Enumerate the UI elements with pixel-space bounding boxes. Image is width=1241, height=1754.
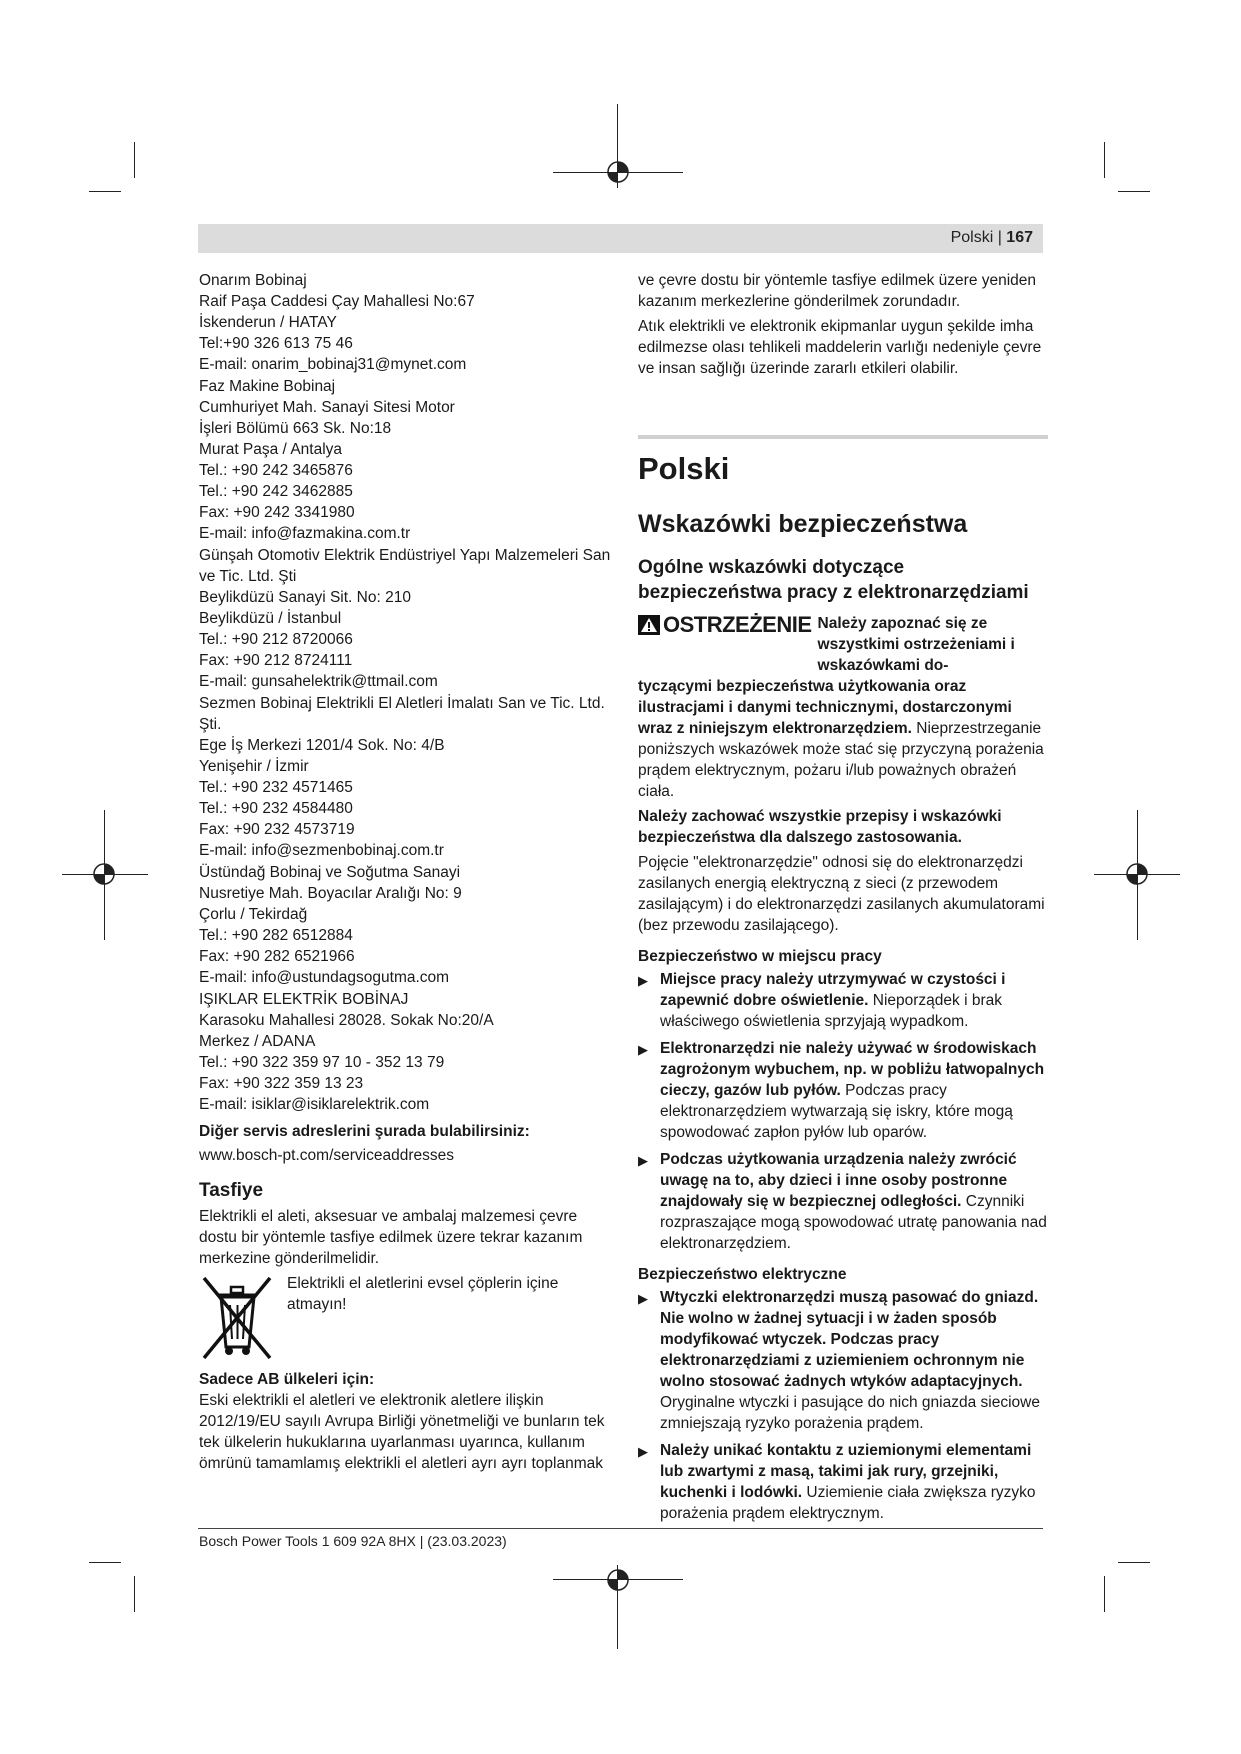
electrical-heading: Bezpieczeństwo elektryczne	[638, 1266, 847, 1283]
address-line: Merkez / ADANA	[199, 1033, 316, 1050]
keep-notes-text: Należy zachować wszystkie przepisy i wskazówki bezpieczeństwa dla dalszego zastosowania.	[638, 808, 1002, 846]
language-heading: Polski	[638, 451, 730, 486]
registration-bottom	[553, 1565, 683, 1649]
ab-text: Eski elektrikli el aletleri ve elektronik aletlere ilişkin 2012/19/EU sayılı Avrupa Birliği yönetmeliği ve bunların tek tek ülkelerin hukuklarına uyarlanması uyarınca, kullanım ömrünü tamamlamış elektrikli el aletleri ayrı ayrı toplanmak	[199, 1392, 605, 1472]
crop-mark	[134, 142, 135, 178]
header-label: Polski | 167	[950, 229, 1033, 246]
address-line: IŞIKLAR ELEKTRİK BOBİNAJ	[199, 991, 409, 1008]
address-line: Tel:+90 326 613 75 46	[199, 335, 353, 352]
address-line: İşleri Bölümü 663 Sk. No:18	[199, 420, 392, 437]
address-line: Üstündağ Bobinaj ve Soğutma Sanayi	[199, 864, 461, 881]
bullet-normal-text: Nieporządek i brak właściwego oświetlenia sprzyjają wypadkom.	[660, 992, 1002, 1030]
footer-rule	[198, 1528, 1043, 1529]
service-address-list	[199, 270, 609, 1115]
address-line: Tel.: +90 232 4571465	[199, 779, 353, 796]
address-line: Karasoku Mahallesi 28028. Sokak No:20/A	[199, 1012, 494, 1029]
tasfiye-heading: Tasfiye	[199, 1180, 264, 1201]
address-line: Çorlu / Tekirdağ	[199, 906, 308, 923]
address-line: Sezmen Bobinaj Elektrikli El Aletleri İmalatı San ve Tic. Ltd.	[199, 695, 605, 712]
page-header	[198, 224, 1043, 253]
service-address	[199, 545, 609, 692]
address-line: Cumhuriyet Mah. Sanayi Sitesi Motor	[199, 399, 455, 416]
electrical-bullets	[638, 1287, 1048, 1524]
service-address	[199, 989, 609, 1115]
bullet-arrow-icon: ▶	[638, 1444, 648, 1459]
other-services-heading: Diğer servis adreslerini şurada bulabilirsiniz:	[199, 1123, 530, 1140]
address-line: Yenişehir / İzmir	[199, 758, 309, 775]
bullet-bold-text: Podczas użytkowania urządzenia należy zwrócić uwagę na to, aby dzieci i inne osoby postronne znajdowały się w bezpiecznej odległości.	[660, 1151, 1017, 1210]
registration-target-icon	[605, 159, 631, 185]
address-line: Ege İş Merkezi 1201/4 Sok. No: 4/B	[199, 737, 445, 754]
page-number: 167	[1006, 229, 1033, 246]
ab-heading: Sadece AB ülkeleri için:	[199, 1371, 375, 1388]
left-column	[199, 270, 609, 1478]
address-line: Beylikdüzü / İstanbul	[199, 610, 342, 627]
address-line: Tel.: +90 242 3462885	[199, 483, 353, 500]
address-line: Tel.: +90 212 8720066	[199, 631, 353, 648]
service-address	[199, 270, 609, 375]
crop-mark	[1118, 191, 1150, 192]
bullet-item	[638, 969, 1048, 1032]
crop-mark	[89, 1562, 121, 1563]
tasfiye-text: Elektrikli el aleti, aksesuar ve ambalaj malzemesi çevre dostu bir yöntemle tasfiye edilmek üzere tekrar kazanım merkezine gönderilmelidir.	[199, 1208, 583, 1267]
weee-text: Elektrikli el aletlerini evsel çöplerin içine atmayın!	[287, 1275, 559, 1313]
address-line: Tel.: +90 242 3465876	[199, 462, 353, 479]
registration-top	[553, 104, 683, 188]
safety-heading: Wskazówki bezpieczeństwa	[638, 510, 968, 538]
bullet-bold-text: Miejsce pracy należy utrzymywać w czystości i zapewnić dobre oświetlenie.	[660, 971, 1006, 1009]
service-address	[199, 376, 609, 544]
registration-target-icon	[91, 861, 117, 887]
weee-block	[199, 1273, 609, 1365]
address-line[interactable]: E-mail: info@fazmakina.com.tr	[199, 525, 411, 542]
warning-label: OSTRZEŻENIE	[638, 613, 812, 637]
disposal-continued-text: ve çevre dostu bir yöntemle tasfiye edilmek üzere yeniden kazanım merkezlerine gönderilmek zorundadır.	[638, 272, 1037, 310]
address-line: Raif Paşa Caddesi Çay Mahallesi No:67	[199, 293, 475, 310]
address-line[interactable]: E-mail: info@ustundagsogutma.com	[199, 969, 450, 986]
service-address	[199, 693, 609, 861]
bullet-item	[638, 1287, 1048, 1434]
general-safety-heading: Ogólne wskazówki dotyczące bezpieczeństwa pracy z elektronarzędziami	[638, 557, 1029, 603]
address-line[interactable]: E-mail: gunsahelektrik@ttmail.com	[199, 673, 438, 690]
address-line: Beylikdüzü Sanayi Sit. No: 210	[199, 589, 411, 606]
bullet-item	[638, 1149, 1048, 1254]
address-line: Onarım Bobinaj	[199, 272, 307, 289]
footer-text: Bosch Power Tools 1 609 92A 8HX | (23.03.2023)	[199, 1533, 507, 1549]
registration-right	[1094, 810, 1180, 940]
address-line[interactable]: E-mail: info@sezmenbobinaj.com.tr	[199, 842, 444, 859]
disposal-hazard-text: Atık elektrikli ve elektronik ekipmanlar uygun şekilde imha edilmezse olası tehlikeli maddelerin varlığı nedeniyle çevre ve insan sağlığı üzerinde zararlı etkileri olabilir.	[638, 318, 1042, 377]
header-language: Polski	[950, 229, 994, 246]
right-column	[638, 270, 1048, 1530]
bullet-arrow-icon: ▶	[638, 1153, 648, 1168]
address-line: Fax: +90 242 3341980	[199, 504, 355, 521]
address-line: Murat Paşa / Antalya	[199, 441, 343, 458]
address-line: Tel.: +90 322 359 97 10 - 352 13 79	[199, 1054, 445, 1071]
address-line: Faz Makine Bobinaj	[199, 378, 336, 395]
warning-block	[638, 613, 1048, 802]
address-line: İskenderun / HATAY	[199, 314, 337, 331]
address-line[interactable]: E-mail: isiklar@isiklarelektrik.com	[199, 1096, 430, 1113]
address-line: Fax: +90 212 8724111	[199, 652, 353, 669]
address-line: Tel.: +90 282 6512884	[199, 927, 353, 944]
crossed-bin-icon	[199, 1273, 275, 1363]
warning-triangle-icon	[638, 615, 660, 635]
crop-mark	[134, 1576, 135, 1612]
bullet-bold-text: Należy unikać kontaktu z uziemionymi elementami lub zwartymi z masą, takimi jak rury, grzejniki, kuchenki i lodówki.	[660, 1442, 1032, 1501]
address-line: Nusretiye Mah. Boyacılar Aralığı No: 9	[199, 885, 462, 902]
bullet-bold-text: Elektronarzędzi nie należy używać w środowiskach zagrożonym wybuchem, np. w pobliżu łatwopalnych cieczy, gazów lub pyłów.	[660, 1040, 1045, 1099]
definition-text: Pojęcie "elektronarzędzie" odnosi się do elektronarzędzi zasilanych energią elektryczną z sieci (z przewodem zasilającym) i do elektronarzędzi zasilanych akumulatorami (bez przewodu zasilającego).	[638, 854, 1045, 934]
service-address	[199, 862, 609, 988]
warning-first-line: Należy zapoznać się ze wszystkimi ostrzeżeniami i wskazówkami do-	[817, 615, 1015, 674]
address-line: Şti.	[199, 716, 222, 733]
address-line: Günşah Otomotiv Elektrik Endüstriyel Yapı Malzemeleri San	[199, 547, 611, 564]
section-divider	[638, 435, 1048, 439]
bullet-item	[638, 1038, 1048, 1143]
registration-left	[62, 810, 148, 940]
address-line: Tel.: +90 232 4584480	[199, 800, 353, 817]
crop-mark	[1104, 142, 1105, 178]
bullet-bold-text: Wtyczki elektronarzędzi muszą pasować do gniazd. Nie wolno w żadnej sytuacji i w żaden sposób modyfikować wtyczek. Podczas pracy elektronarzędziami z uziemieniem ochronnym nie wolno stosować żadnych wtyków adaptacyjnych.	[660, 1289, 1039, 1390]
address-line: Fax: +90 232 4573719	[199, 821, 355, 838]
bullet-normal-text: Podczas pracy elektronarzędziem wytwarzają się iskry, które mogą spowodować zapłon pyłów lub oparów.	[660, 1082, 1013, 1141]
warning-normal-text: Nieprzestrzeganie poniższych wskazówek może stać się przyczyną porażenia prądem elektrycznym, pożaru i/lub poważnych obrażeń ciała.	[638, 720, 1044, 800]
work-area-heading: Bezpieczeństwo w miejscu pracy	[638, 948, 882, 965]
other-services-url[interactable]: www.bosch-pt.com/serviceaddresses	[199, 1147, 454, 1164]
registration-target-icon	[1124, 861, 1150, 887]
crop-mark	[1118, 1562, 1150, 1563]
bullet-normal-text: Oryginalne wtyczki i pasujące do nich gniazda sieciowe zmniejszają ryzyko porażenia prądem.	[660, 1394, 1040, 1432]
warning-bold-text: tyczącymi bezpieczeństwa użytkowania oraz ilustracjami i danymi technicznymi, dostarczonymi wraz z niniejszym elektronarzędziem.	[638, 678, 1012, 737]
address-line[interactable]: E-mail: onarim_bobinaj31@mynet.com	[199, 356, 467, 373]
bullet-normal-text: Czynniki rozpraszające mogą spowodować utratę panowania nad elektronarzędziem.	[660, 1193, 1047, 1252]
registration-target-icon	[605, 1567, 631, 1593]
crop-mark	[1104, 1576, 1105, 1612]
address-line: Fax: +90 282 6521966	[199, 948, 355, 965]
bullet-arrow-icon: ▶	[638, 1042, 648, 1057]
work-area-bullets	[638, 969, 1048, 1254]
bullet-arrow-icon: ▶	[638, 973, 648, 988]
crop-mark	[89, 191, 121, 192]
bullet-normal-text: Uziemienie ciała zwiększa ryzyko porażenia prądem elektrycznym.	[660, 1484, 1036, 1522]
address-line: ve Tic. Ltd. Şti	[199, 568, 297, 585]
bullet-arrow-icon: ▶	[638, 1291, 648, 1306]
bullet-item	[638, 1440, 1048, 1524]
address-line: Fax: +90 322 359 13 23	[199, 1075, 364, 1092]
